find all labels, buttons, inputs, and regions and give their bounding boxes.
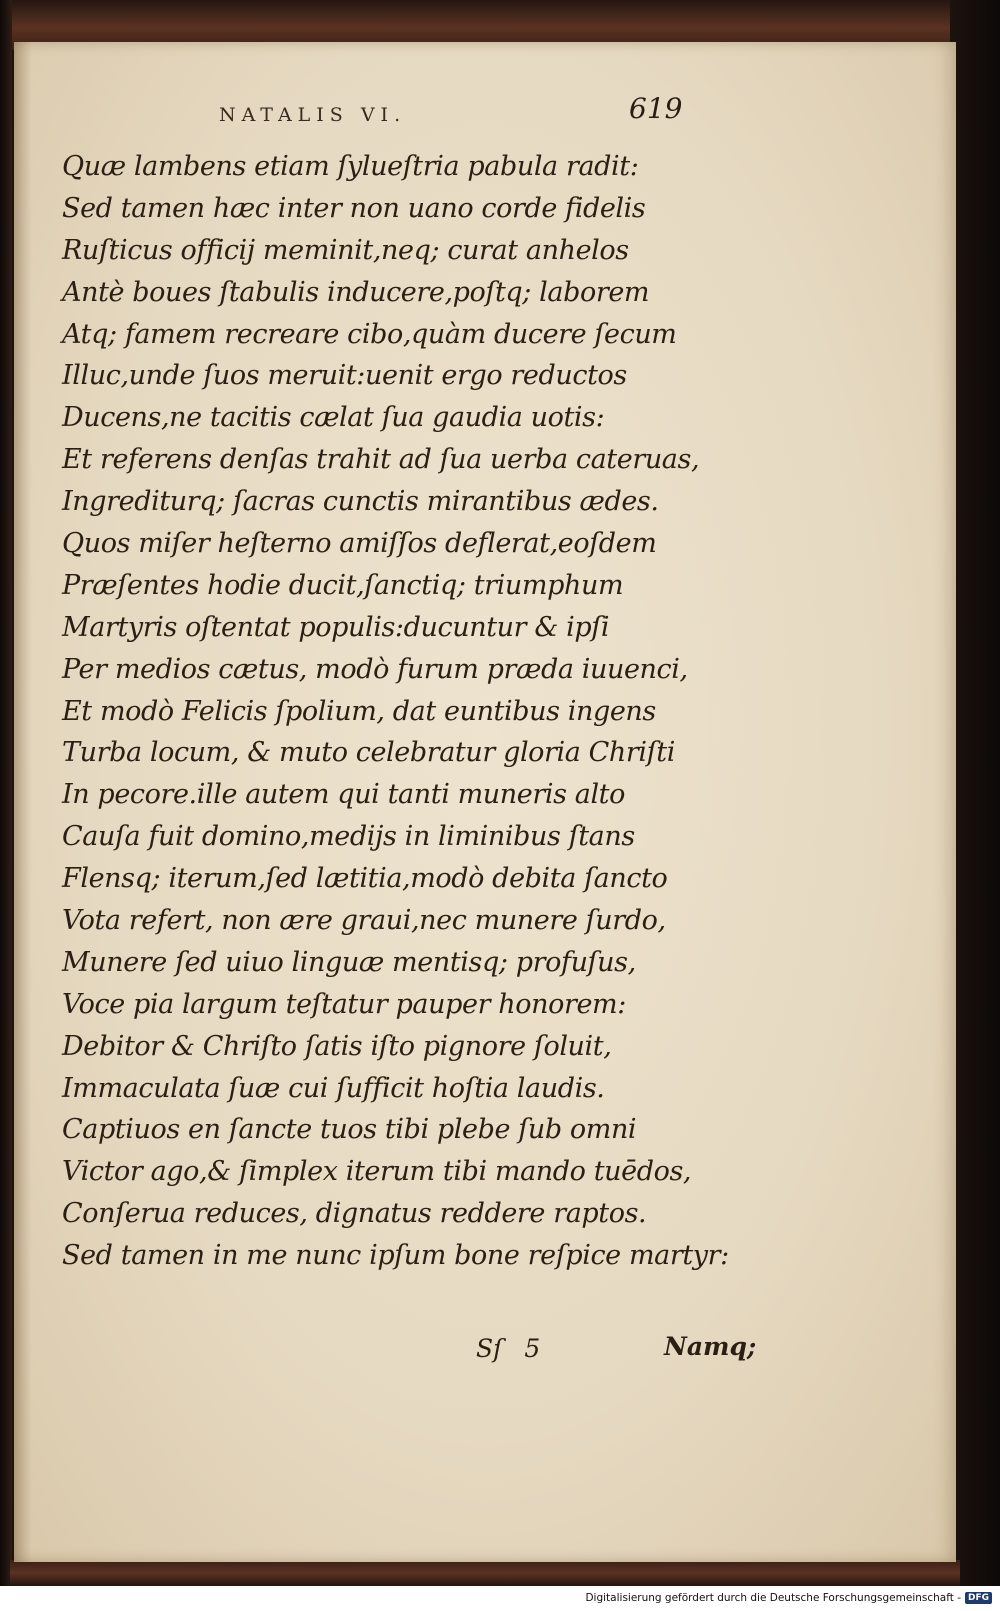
verse-line: Debitor & Chriſto ſatis iſto pignore ſoluit,: [62, 1030, 612, 1062]
verse-line: Cauſa fuit domino,medijs in liminibus ſtans: [62, 821, 635, 853]
book-board-right: [950, 0, 1000, 1586]
dfg-logo: DFG: [965, 1592, 992, 1604]
verse-line: Præſentes hodie ducit,ſanctiq; triumphum: [62, 569, 624, 601]
verse-line: Quæ lambens etiam ſylueſtria pabula radit:: [62, 151, 639, 182]
verse-line: Antè boues ſtabulis inducere,poſtq; laborem: [62, 276, 650, 308]
verse-line: Flensq; iterum,ſed lætitia,modò debita ſancto: [62, 863, 668, 895]
verse-line: Turba locum, & muto celebratur gloria Chriſti: [62, 737, 675, 769]
signature-mark: Sſ 5: [476, 1334, 541, 1363]
digitization-credit: [585, 1592, 992, 1604]
verse-line: Vota refert, non ære graui,nec munere ſurdo,: [62, 905, 666, 937]
verse-line: Sed tamen in me nunc ipſum bone reſpice martyr:: [62, 1240, 729, 1272]
verse-line: Captiuos en ſancte tuos tibi plebe ſub omni: [62, 1114, 637, 1146]
verse-line: Martyris oſtentat populis:ducuntur & ipſi: [62, 611, 610, 643]
book-board-left: [0, 0, 12, 1586]
catchword: Namq;: [664, 1332, 757, 1361]
verse-line: In pecore.ille autem qui tanti muneris alto: [62, 779, 625, 811]
verse-line: Conſerua reduces, dignatus reddere raptos.: [62, 1198, 647, 1230]
book-page: [14, 42, 956, 1562]
credit-text: Digitalisierung gefördert durch die Deutsche Forschungsgemeinschaft -: [585, 1592, 961, 1604]
verse-line: Quos miſer heſterno amiſſos deflerat,eoſdem: [62, 528, 657, 560]
verse-line: Atq; famem recreare cibo,quàm ducere ſecum: [62, 318, 677, 350]
verse-line: Et referens denſas trahit ad ſua uerba cateruas,: [62, 444, 700, 476]
verse-line: Sed tamen hæc inter non uano corde fidelis: [62, 192, 646, 224]
verse-line: Et modò Felicis ſpolium, dat euntibus ingens: [62, 695, 656, 727]
verse-line: Immaculata ſuæ cui ſufficit hoſtia laudis.: [62, 1072, 605, 1104]
verse-line: Illuc,unde ſuos meruit:uenit ergo reductos: [62, 360, 627, 392]
verse-line: Ducens,ne tacitis cælat ſua gaudia uotis:: [62, 402, 605, 434]
page-number: 619: [629, 92, 683, 125]
verse-line: Ingrediturq; ſacras cunctis mirantibus ædes.: [62, 486, 659, 518]
verse-line: Per medios cætus, modò furum præda iuuenci,: [62, 653, 688, 685]
verse-line: Voce pia largum teſtatur pauper honorem:: [62, 988, 626, 1020]
page-gutter-shade: [14, 42, 32, 1562]
verse-line: Ruſticus officij meminit,neq; curat anhelos: [62, 234, 629, 266]
verse-line: Munere ſed uiuo linguæ mentisq; profuſus,: [62, 946, 636, 978]
verse-line: Victor ago,& ſimplex iterum tibi mando tuēdos,: [62, 1156, 692, 1188]
book-board-bottom: [10, 1560, 960, 1586]
running-head: NATALIS VI.: [219, 104, 407, 126]
verse-block: [62, 146, 822, 1277]
